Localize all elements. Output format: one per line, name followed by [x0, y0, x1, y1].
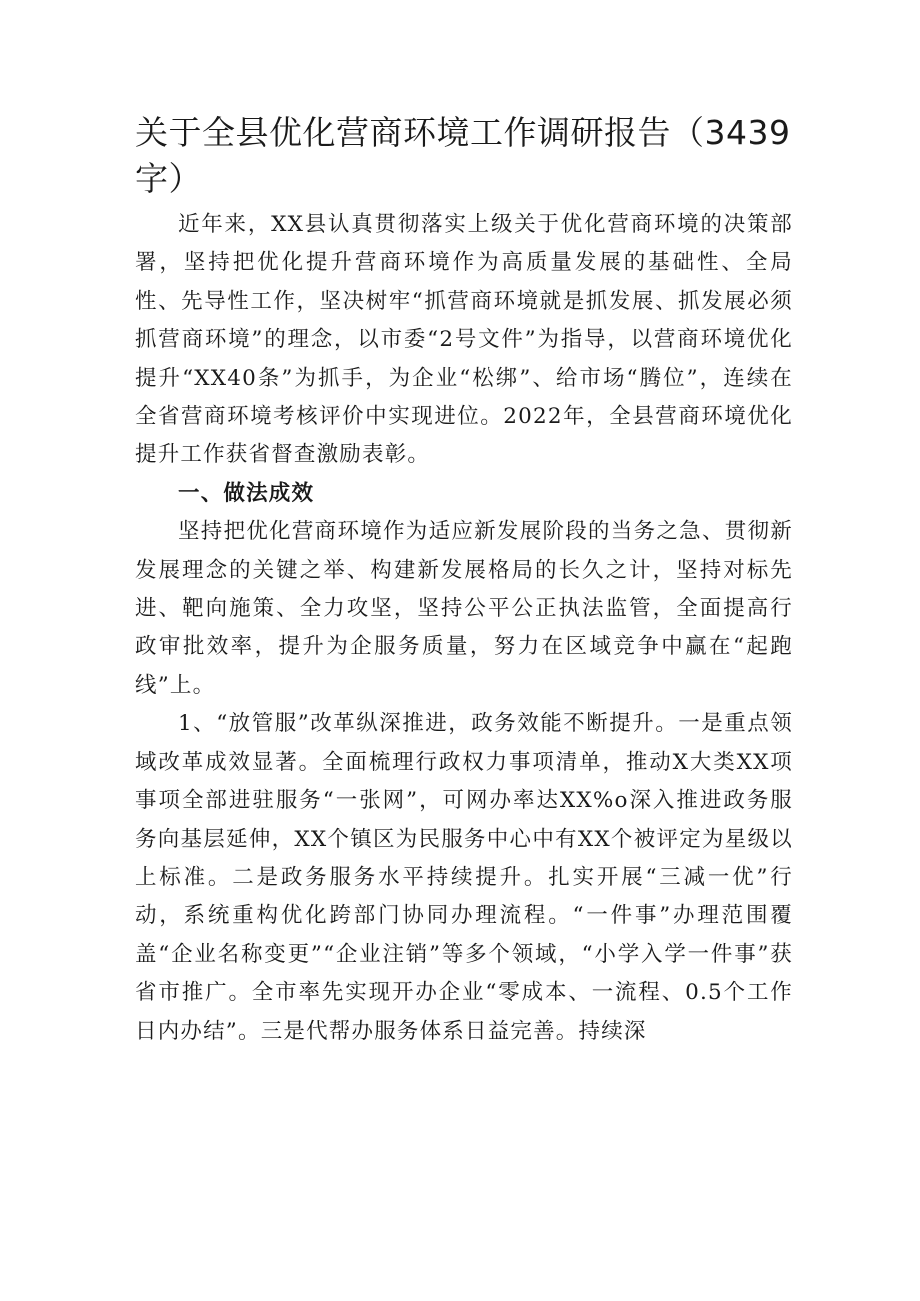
- section-heading: 一、做法成效: [178, 480, 315, 506]
- document-title: 关于全县优化营商环境工作调研报告（3439字）: [135, 113, 791, 198]
- section-paragraph-1: 坚持把优化营商环境作为适应新发展阶段的当务之急、贯彻新发展理念的关键之举、构建新发展格局的长久之计，坚持对标先进、靶向施策、全力攻坚，坚持公平公正执法监管，全面提高行政审批效率，提升为企服务质量，努力在区域竞争中赢在“起跑线”上。: [135, 519, 793, 698]
- section-paragraph-2: 1、“放管服”改革纵深推进，政务效能不断提升。一是重点领域改革成效显著。全面梳理行政权力事项清单，推动X大类XX项事项全部进驻服务“一张网”，可网办率达XX%o深入推进政务服务向基层延伸，XX个镇区为民服务中心中有XX个被评定为星级以上标准。二是政务服务水平持续提升。扎实开展“三减一优”行动，系统重构优化跨部门协同办理流程。“一件事”办理范围覆盖“企业名称变更”“企业注销”等多个领域，“小学入学一件事”获省市推广。全市率先实现开办企业“零成本、一流程、0.5个工作日内办结”。三是代帮办服务体系日益完善。持续深: [135, 711, 793, 1044]
- document-page: [135, 110, 793, 1051]
- intro-paragraph: 近年来，XX县认真贯彻落实上级关于优化营商环境的决策部署，坚持把优化提升营商环境作为高质量发展的基础性、全局性、先导性工作，坚决树牢“抓营商环境就是抓发展、抓发展必须抓营商环境”的理念，以市委“2号文件”为指导，以营商环境优化提升“XX40条”为抓手，为企业“松绑”、给市场“腾位”，连续在全省营商环境考核评价中实现进位。2022年，全县营商环境优化提升工作获省督查激励表彰。: [135, 212, 793, 468]
